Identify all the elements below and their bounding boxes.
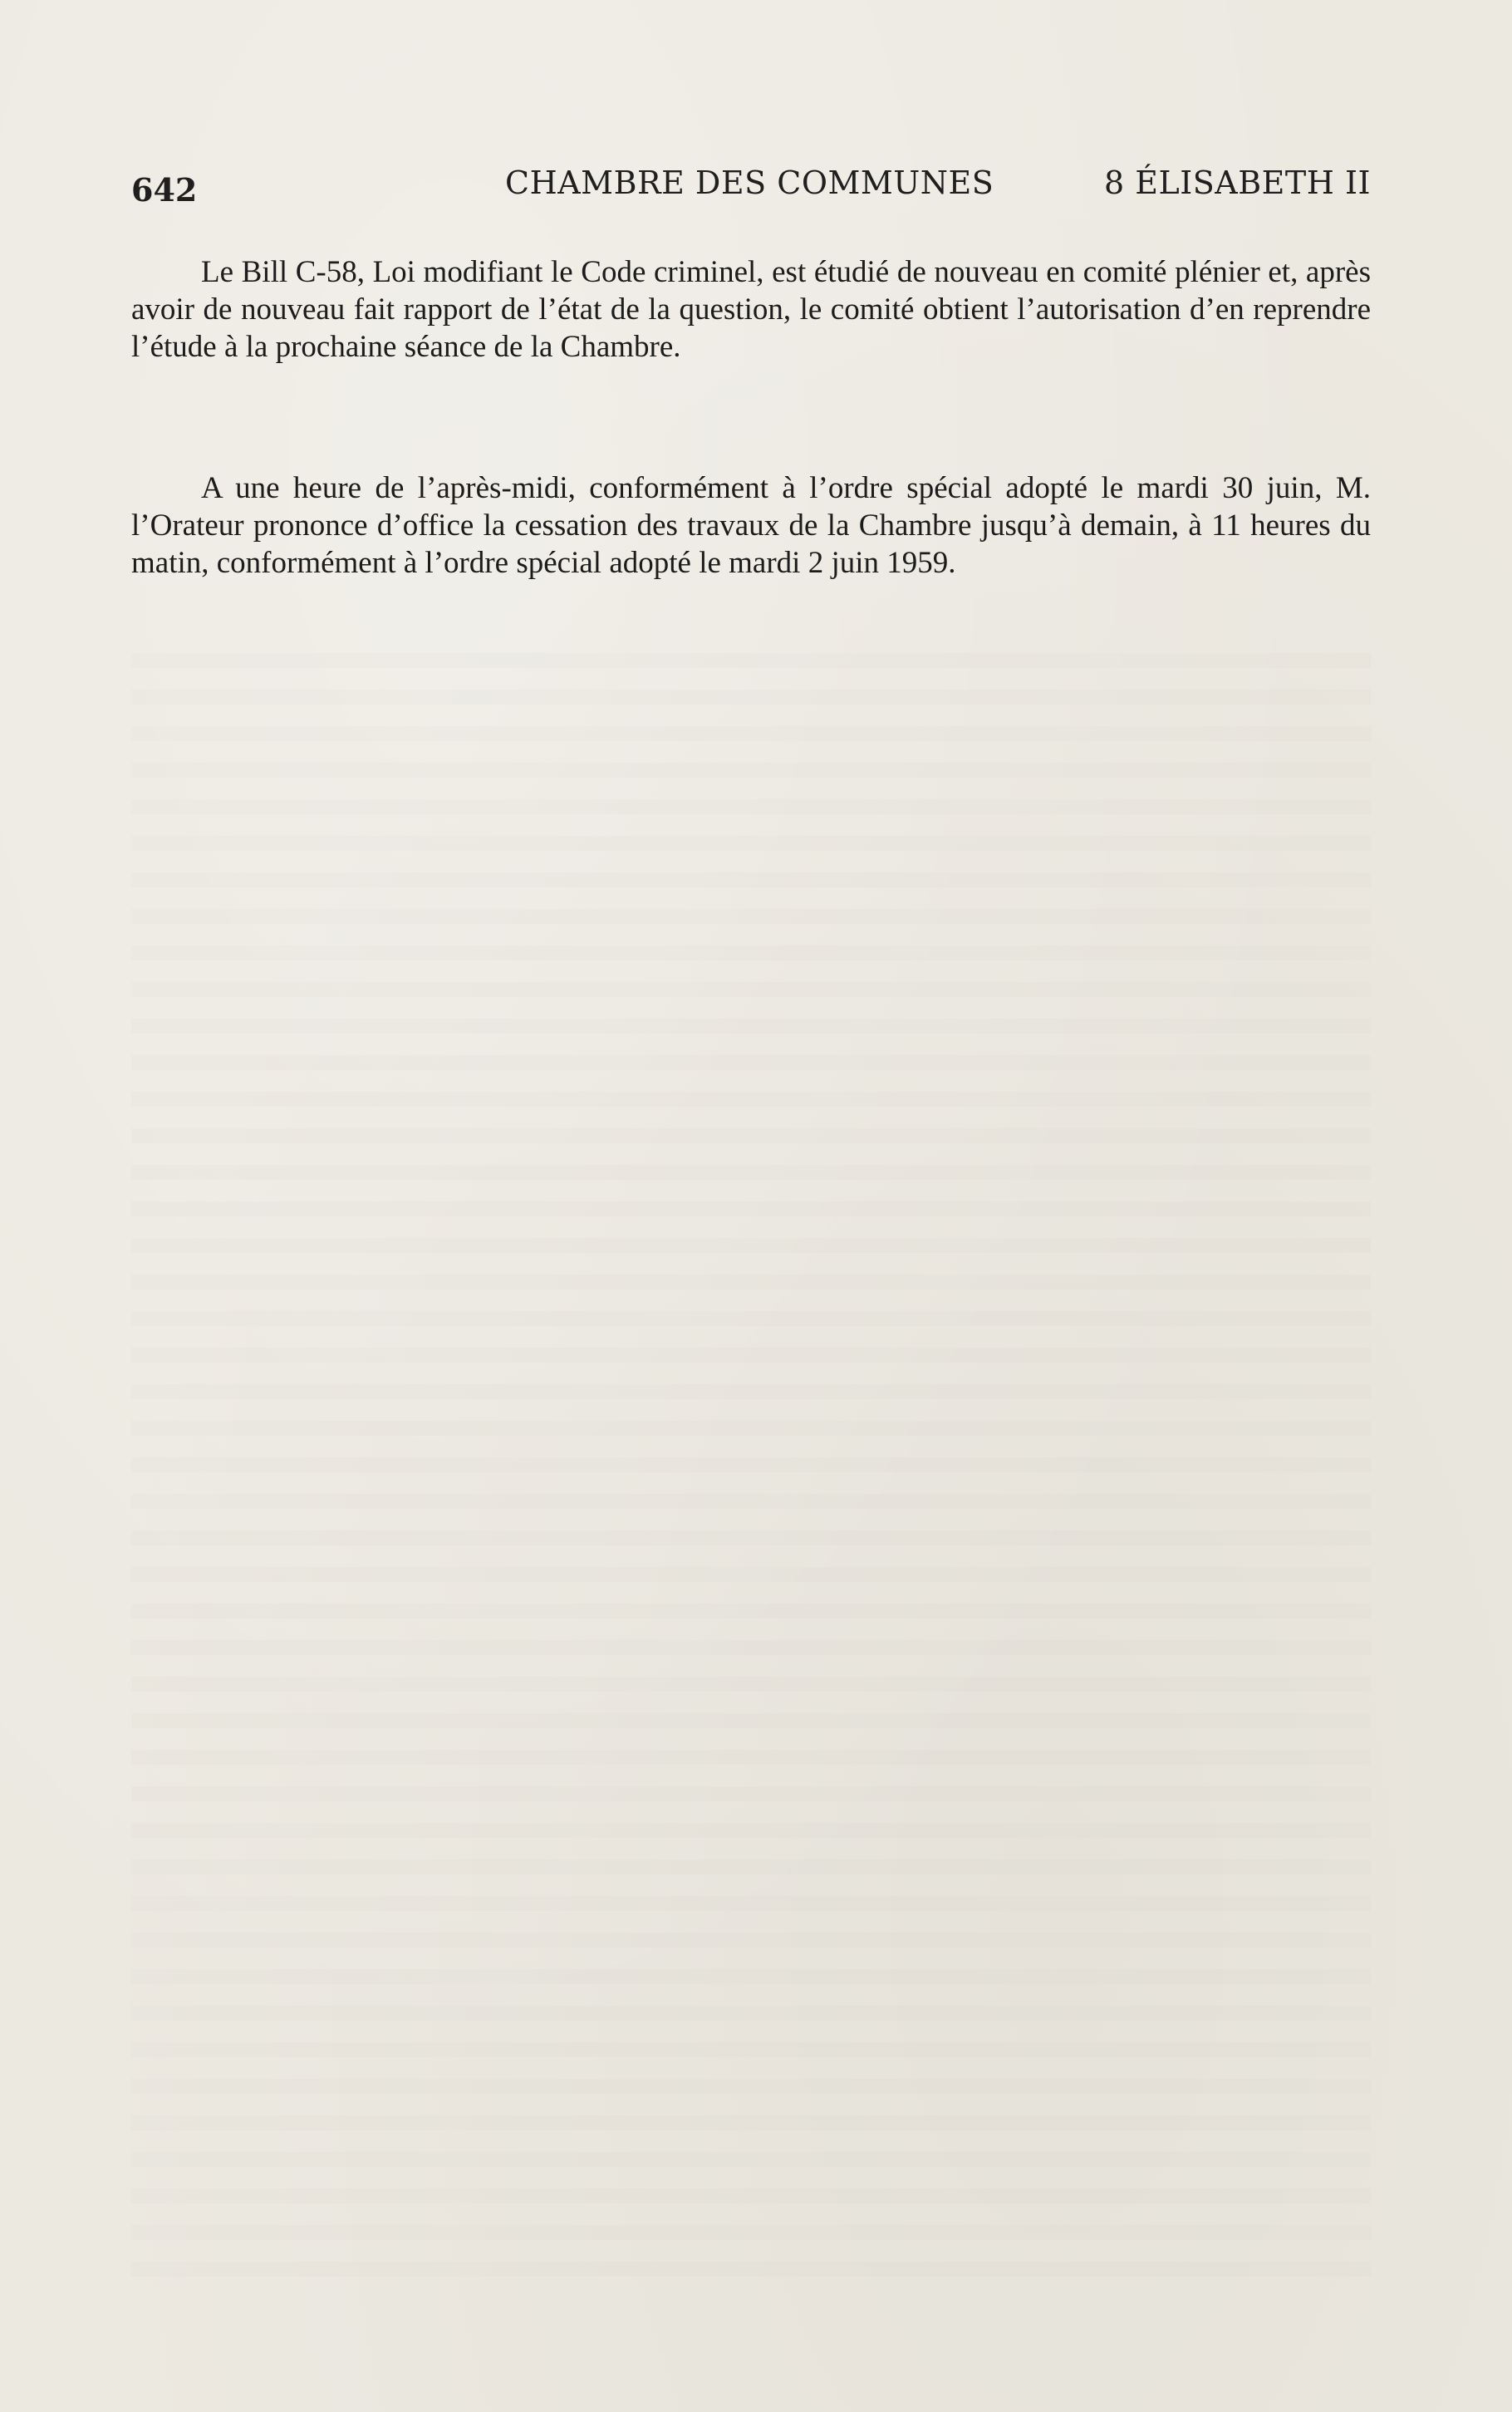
body-paragraph: A une heure de l’après-midi, conformément à l’ordre spécial adopté le mardi 30 juin, M. l’Orateur prononce d’office la cessation des travaux de la Chambre jusqu’à demain, à 11 heures du matin, conformément à l’ordre spécial adopté le mardi 2 juin 1959. — [131, 471, 1371, 580]
page-header — [131, 165, 1371, 214]
reverse-side-bleed-through — [131, 631, 1371, 2293]
page-number: 642 — [131, 171, 198, 209]
body-paragraph: Le Bill C-58, Loi modifiant le Code criminel, est étudié de nouveau en comité plénier et, après avoir de nouveau fait rapport de l’état de la question, le comité obtient l’autorisation d’en reprendre l’étude à la prochaine séance de la Chambre. — [131, 255, 1371, 364]
running-title: CHAMBRE DES COMMUNES — [505, 165, 994, 201]
reign-year: 8 ÉLISABETH II — [1104, 165, 1371, 201]
